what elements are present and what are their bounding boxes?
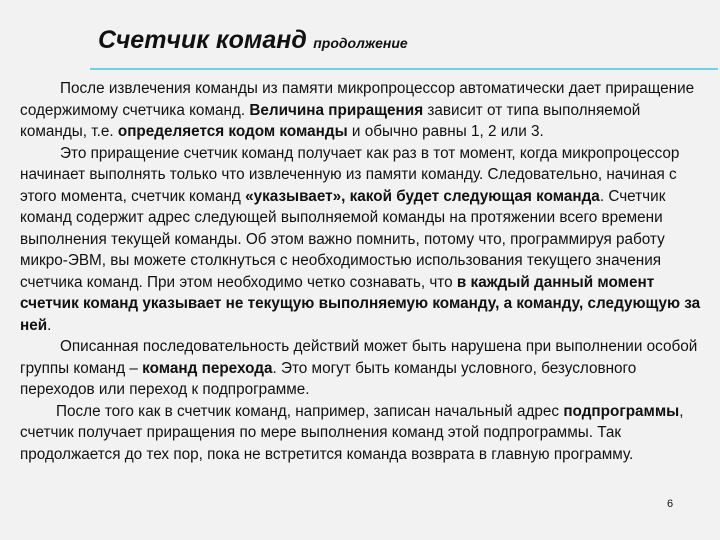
title-main: Счетчик команд [98, 26, 307, 54]
text-segment: После извлечения команды из памяти микропроцессор автоматически дает приращение содержимому счетчика команд. [20, 80, 695, 119]
text-segment: Описанная последовательность действий может быть нарушена при выполнении особой группы команд – [20, 338, 698, 377]
title-underline [90, 68, 718, 70]
text-segment: . [47, 316, 52, 334]
text-segment: , счетчик получает приращения по мере выполнения команд этой подпрограммы. Так продолжается до тех пор, пока не встретится команда возврата в главную программу. [20, 402, 684, 463]
text-segment-bold: подпрограммы [563, 402, 680, 420]
slide-title [98, 26, 408, 55]
title-subtitle: продолжение [313, 35, 408, 51]
text-segment: . Счетчик команд содержит адрес следующей выполняемой команды на протяжении всего времени выполнения текущей команды. Об этом важно помнить, потому что, программируя работу микро-ЭВМ, вы можете столкнуться с необходимостью использования текущего значения счетчика команд. При этом необходимо четко сознавать, что [20, 187, 666, 291]
text-segment: Это приращение счетчик команд получает как раз в тот момент, когда микропроцессор начинает выполнять только что извлеченную из памяти команду. Следовательно, начиная с этого момента, счетчик команд [20, 144, 680, 205]
paragraph [20, 401, 710, 466]
text-segment: После того как в счетчик команд, например, записан начальный адрес [56, 402, 564, 420]
text-segment-bold: Величина приращения [249, 101, 424, 119]
text-segment-bold: команд перехода [142, 359, 273, 377]
text-segment-bold: определяется кодом команды [117, 123, 348, 140]
page-number: 6 [667, 498, 674, 510]
text-segment: . Это могут быть команды условного, безусловного переходов или переход к подпрограмме. [20, 359, 637, 398]
text-segment-bold: «указывает», какой будет следующая команда [245, 187, 600, 205]
body-text [20, 78, 710, 465]
paragraph [20, 78, 710, 143]
paragraph [20, 336, 710, 401]
text-segment-bold: в каждый данный момент счетчик команд указывает не текущую выполняемую команду, а команду, следующую за ней [20, 273, 701, 334]
text-segment: зависит от типа выполняемой команды, т.е. [20, 101, 641, 140]
paragraph [20, 143, 710, 337]
text-segment: и обычно равны 1, 2 или 3. [347, 123, 544, 140]
